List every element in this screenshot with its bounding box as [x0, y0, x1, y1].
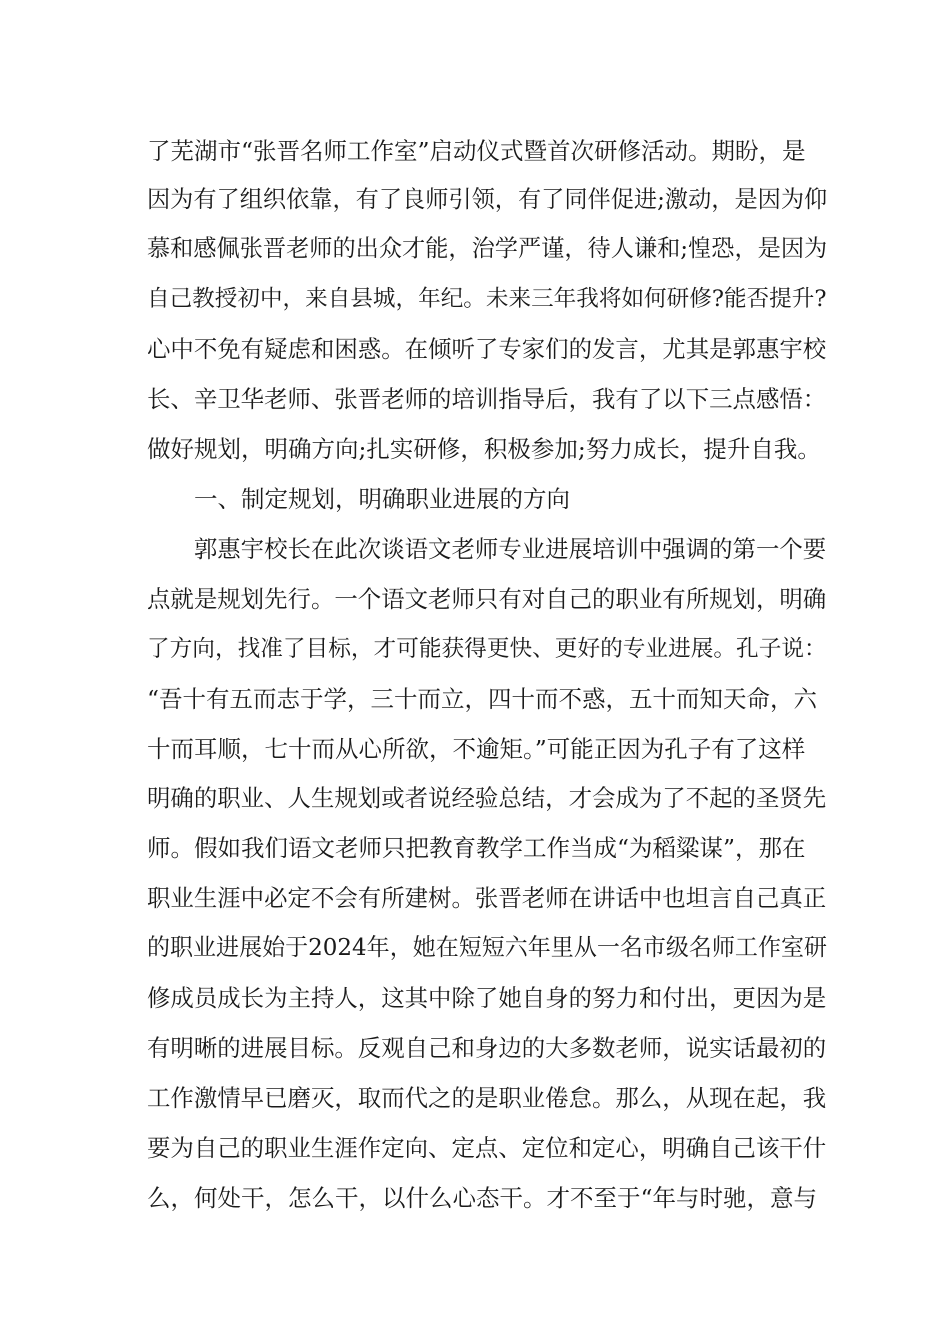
text-line: 要为自己的职业生涯作定向、定点、定位和定心，明确自己该干什 [147, 1134, 827, 1162]
text-line: 的职业进展始于2024年，她在短短六年里从一名市级名师工作室研 [147, 935, 827, 961]
text-line: 了芜湖市“张晋名师工作室”启动仪式暨首次研修活动。期盼，是 [147, 137, 806, 165]
text-line: 因为有了组织依靠，有了良师引领，有了同伴促进;激动，是因为仰 [147, 186, 828, 213]
text-line: 了方向，找准了目标，才可能获得更快、更好的专业进展。孔子说： [147, 636, 827, 662]
text-line: 十而耳顺，七十而从心所欲，不逾矩。”可能正因为孔子有了这样 [147, 735, 806, 763]
text-line: 么，何处干，怎么干，以什么心态干。才不至于“年与时驰，意与 [147, 1184, 818, 1212]
text-line: “吾十有五而志于学，三十而立，四十而不惑，五十而知天命，六 [147, 685, 818, 713]
text-line: 明确的职业、人生规划或者说经验总结，才会成为了不起的圣贤先 [147, 784, 827, 812]
text-line: 做好规划，明确方向;扎实研修，积极参加;努力成长，提升自我。 [147, 435, 821, 463]
text-line: 慕和感佩张晋老师的出众才能，治学严谨，待人谦和;惶恐，是因为 [147, 235, 828, 262]
text-line: 郭惠宇校长在此次谈语文老师专业进展培训中强调的第一个要 [147, 535, 827, 563]
text-line: 师。假如我们语文老师只把教育教学工作当成“为稻粱谋”，那在 [147, 834, 806, 862]
text-line: 有明晰的进展目标。反观自己和身边的大多数老师，说实话最初的 [147, 1034, 827, 1062]
text-line: 点就是规划先行。一个语文老师只有对自己的职业有所规划，明确 [147, 585, 827, 613]
text-line: 自己教授初中，来自县城，年纪。未来三年我将如何研修?能否提升? [147, 286, 827, 312]
text-line: 心中不免有疑虑和困惑。在倾听了专家们的发言，尤其是郭惠宇校 [147, 335, 827, 363]
text-line: 修成员成长为主持人，这其中除了她自身的努力和付出，更因为是 [147, 984, 827, 1012]
section-heading: 一、制定规划，明确职业进展的方向 [147, 485, 570, 513]
text-line: 长、辛卫华老师、张晋老师的培训指导后，我有了以下三点感悟： [147, 385, 827, 413]
text-line: 职业生涯中必定不会有所建树。张晋老师在讲话中也坦言自己真正 [147, 884, 827, 912]
text-line: 工作激情早已磨灭，取而代之的是职业倦怠。那么，从现在起，我 [147, 1084, 827, 1112]
